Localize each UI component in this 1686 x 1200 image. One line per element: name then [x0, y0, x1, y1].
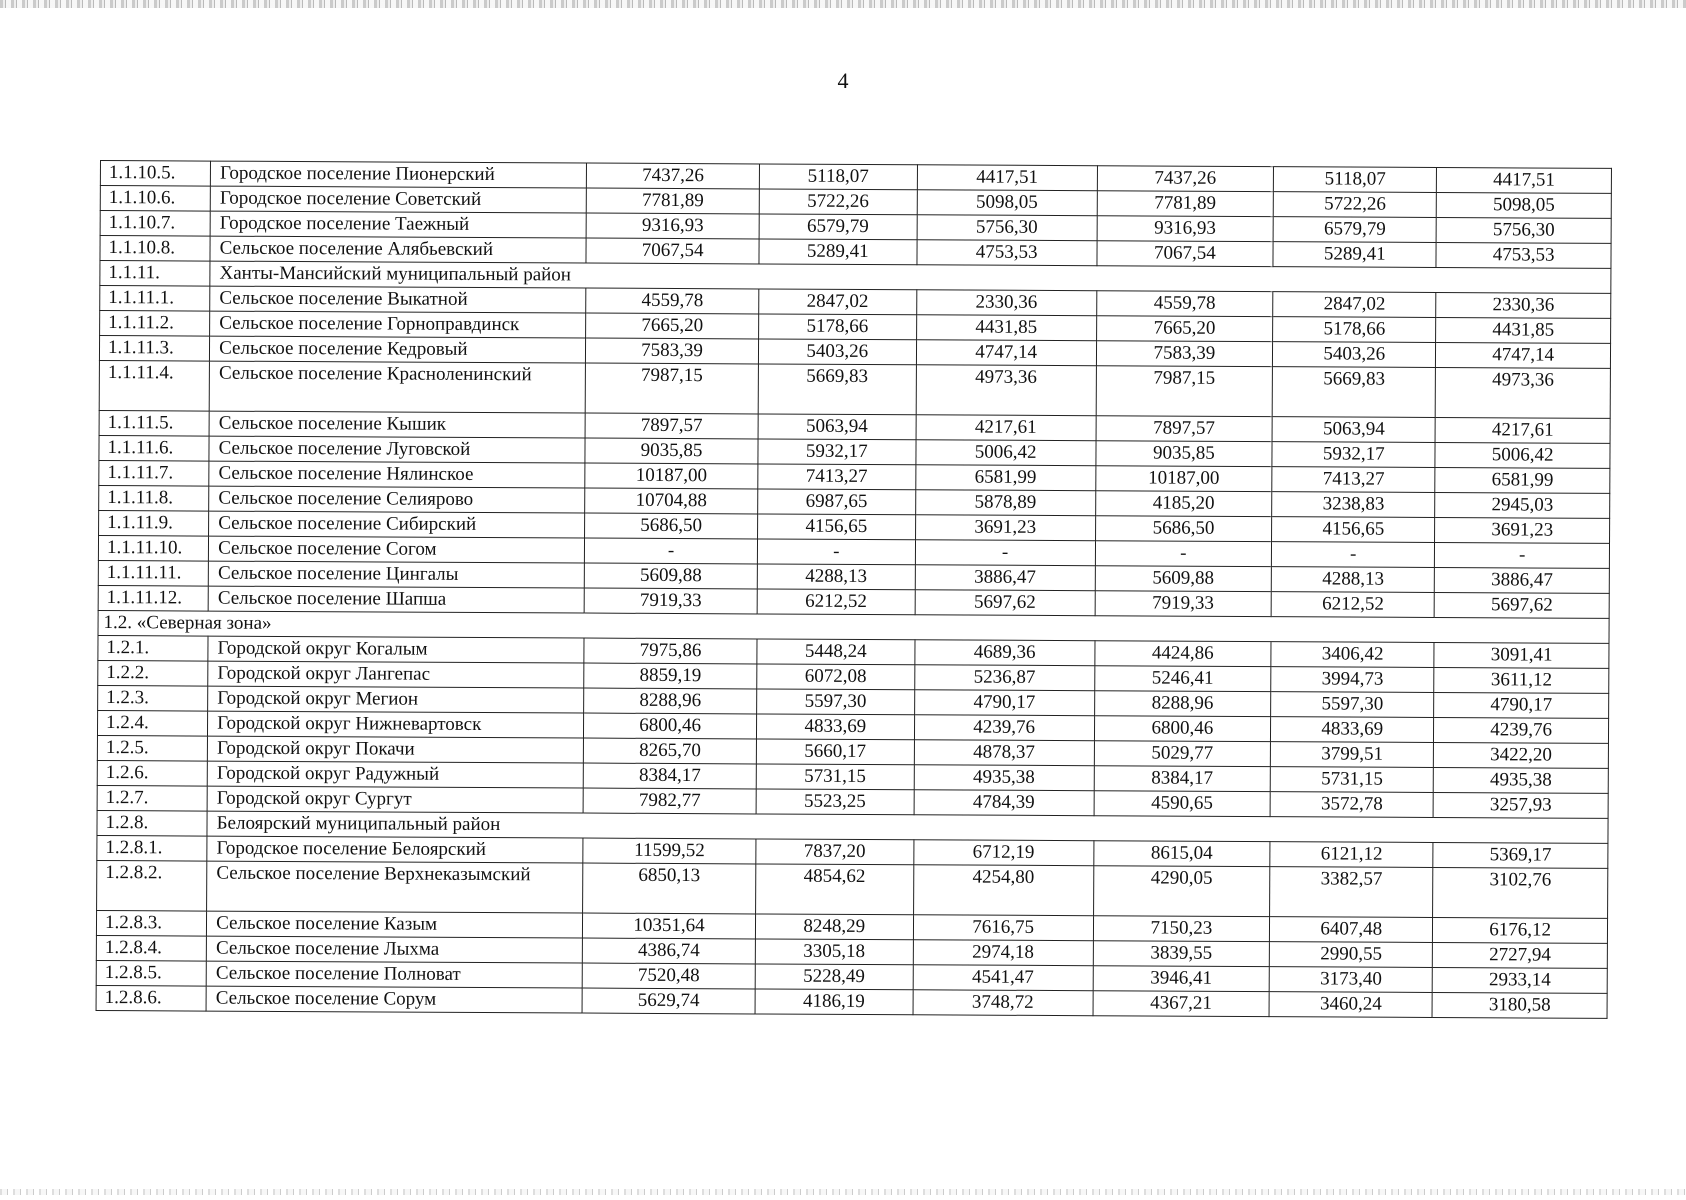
row-code: 1.2.6.: [97, 760, 207, 786]
value-cell: 5756,30: [1436, 217, 1611, 243]
value-cell: 7437,26: [587, 163, 760, 189]
value-cell: 4559,78: [586, 288, 759, 314]
value-cell: 5118,07: [1274, 167, 1437, 193]
value-cell: 2330,36: [916, 290, 1096, 316]
value-cell: 4790,17: [1434, 692, 1609, 718]
value-cell: 5660,17: [756, 739, 914, 765]
page-number: 4: [837, 68, 849, 93]
row-code: 1.1.10.5.: [100, 161, 210, 187]
value-cell: 3173,40: [1269, 967, 1432, 993]
row-code: 1.1.11.12.: [98, 585, 208, 611]
value-cell: 7583,39: [1096, 341, 1273, 367]
value-cell: 5686,50: [1095, 516, 1272, 542]
value-cell: 5448,24: [757, 639, 915, 665]
row-code: 1.1.11.11.: [98, 560, 208, 586]
value-cell: -: [585, 538, 758, 564]
value-cell: 3406,42: [1271, 642, 1434, 668]
value-cell: 5403,26: [1273, 342, 1436, 368]
value-cell: 4833,69: [1271, 717, 1434, 743]
settlement-name: Городской округ Покачи: [207, 736, 583, 763]
value-cell: 7982,77: [583, 788, 756, 814]
value-cell: 4747,14: [1436, 342, 1611, 368]
value-cell: 3691,23: [915, 515, 1095, 541]
value-cell: 5878,89: [915, 490, 1095, 516]
value-cell: 4854,62: [755, 864, 913, 915]
settlement-name: Сельское поселение Луговской: [209, 436, 585, 463]
value-cell: 4590,65: [1094, 791, 1271, 817]
row-code: 1.2.3.: [98, 685, 208, 711]
value-cell: 4753,53: [1436, 242, 1611, 268]
row-code: 1.2.8.2.: [97, 860, 207, 911]
value-cell: 5629,74: [582, 988, 755, 1014]
row-code: 1.1.11.8.: [99, 485, 209, 511]
value-cell: 7067,54: [1097, 241, 1274, 267]
value-cell: 5178,66: [758, 314, 916, 340]
value-cell: 7837,20: [756, 839, 914, 865]
value-cell: 2933,14: [1433, 967, 1608, 993]
value-cell: 3180,58: [1432, 992, 1607, 1018]
tariff-table: [96, 160, 1612, 1019]
value-cell: 8859,19: [584, 663, 757, 689]
value-cell: 8248,29: [755, 914, 913, 940]
value-cell: 4186,19: [755, 989, 913, 1015]
value-cell: 3691,23: [1435, 517, 1610, 543]
value-cell: 5228,49: [755, 964, 913, 990]
settlement-name: Сельское поселение Кышик: [209, 411, 585, 438]
value-cell: 5697,62: [915, 590, 1095, 616]
value-cell: 4784,39: [914, 790, 1094, 816]
value-cell: 7413,27: [758, 464, 916, 490]
settlement-name: Сельское поселение Красноленинский: [209, 361, 585, 413]
row-code: 1.1.11.9.: [99, 510, 209, 536]
settlement-name: Городской округ Сургут: [207, 786, 583, 813]
value-cell: 2727,94: [1433, 942, 1608, 968]
value-cell: 6407,48: [1270, 917, 1433, 943]
value-cell: 2847,02: [759, 289, 917, 315]
value-cell: 4935,38: [1434, 767, 1609, 793]
value-cell: 4156,65: [757, 514, 915, 540]
settlement-name: Городское поселение Советский: [210, 186, 586, 213]
district-heading: Ханты-Мансийский муниципальный район: [210, 261, 1611, 293]
row-code: 1.1.11.10.: [98, 535, 208, 561]
value-cell: 4290,05: [1093, 866, 1270, 917]
settlement-name: Сельское поселение Цингалы: [208, 561, 584, 588]
scan-edge-bottom: [0, 1189, 1686, 1195]
value-cell: 4541,47: [913, 965, 1093, 991]
table-row: [97, 860, 1608, 918]
settlement-name: Сельское поселение Селиярово: [209, 486, 585, 513]
value-cell: 3611,12: [1434, 667, 1609, 693]
value-cell: 3572,78: [1270, 792, 1433, 818]
value-cell: 4417,51: [1437, 167, 1612, 193]
value-cell: 3091,41: [1434, 642, 1609, 668]
settlement-name: Городской округ Лангепас: [208, 661, 584, 688]
value-cell: 7987,15: [586, 363, 759, 414]
value-cell: 5597,30: [756, 689, 914, 715]
value-cell: 5756,30: [917, 215, 1097, 241]
row-code: 1.1.11.: [100, 261, 210, 287]
row-code: 1.1.11.5.: [99, 410, 209, 436]
value-cell: 3460,24: [1269, 992, 1432, 1018]
value-cell: 4753,53: [917, 240, 1097, 266]
settlement-name: Городской округ Мегион: [208, 686, 584, 713]
settlement-name: Городской округ Радужный: [207, 761, 583, 788]
value-cell: 3257,93: [1433, 792, 1608, 818]
value-cell: 3839,55: [1093, 941, 1270, 967]
value-cell: 6212,52: [1271, 592, 1434, 618]
value-cell: 6850,13: [583, 863, 756, 914]
row-code: 1.1.11.7.: [99, 460, 209, 486]
row-code: 1.2.1.: [98, 635, 208, 661]
value-cell: 5118,07: [759, 164, 917, 190]
value-cell: 3748,72: [913, 990, 1093, 1016]
value-cell: 4217,61: [1435, 417, 1610, 443]
row-code: 1.2.4.: [97, 710, 207, 736]
value-cell: 5063,94: [1272, 417, 1435, 443]
row-code: 1.1.11.3.: [99, 336, 209, 362]
value-cell: 7781,89: [587, 188, 760, 214]
value-cell: 7665,20: [586, 313, 759, 339]
value-cell: 3305,18: [755, 939, 913, 965]
value-cell: 4878,37: [914, 740, 1094, 766]
value-cell: 4935,38: [914, 765, 1094, 791]
value-cell: 4689,36: [915, 640, 1095, 666]
value-cell: 3799,51: [1271, 742, 1434, 768]
value-cell: 6579,79: [1273, 217, 1436, 243]
settlement-name: Сельское поселение Кедровый: [210, 336, 586, 363]
value-cell: 7150,23: [1093, 916, 1270, 942]
row-code: 1.2.8.1.: [97, 835, 207, 861]
value-cell: 4417,51: [917, 165, 1097, 191]
value-cell: 5178,66: [1273, 317, 1436, 343]
settlement-name: Сельское поселение Выкатной: [210, 286, 586, 313]
value-cell: 5098,05: [1437, 192, 1612, 218]
value-cell: 10351,64: [583, 913, 756, 939]
value-cell: -: [1095, 541, 1272, 567]
value-cell: 5369,17: [1433, 842, 1608, 868]
value-cell: 4254,80: [913, 865, 1093, 916]
settlement-name: Городское поселение Белоярский: [207, 836, 583, 863]
value-cell: 4386,74: [583, 938, 756, 964]
scan-edge-top: [0, 0, 1686, 8]
row-code: 1.2.8.: [97, 810, 207, 836]
value-cell: 3946,41: [1093, 966, 1270, 992]
value-cell: 5597,30: [1271, 692, 1434, 718]
value-cell: -: [1435, 542, 1610, 568]
row-code: 1.1.11.6.: [99, 435, 209, 461]
settlement-name: Сельское поселение Сорум: [206, 986, 582, 1013]
value-cell: 5098,05: [917, 190, 1097, 216]
value-cell: 5006,42: [1435, 442, 1610, 468]
value-cell: 5722,26: [1273, 192, 1436, 218]
value-cell: 7919,33: [584, 588, 757, 614]
value-cell: 3994,73: [1271, 667, 1434, 693]
value-cell: 7975,86: [584, 638, 757, 664]
value-cell: 10187,00: [585, 463, 758, 489]
row-code: 1.2.8.6.: [96, 985, 206, 1011]
row-code: 1.1.11.4.: [99, 360, 209, 411]
row-code: 1.1.11.1.: [100, 286, 210, 312]
settlement-name: Сельское поселение Нялинское: [209, 461, 585, 488]
value-cell: 3886,47: [1435, 567, 1610, 593]
table-row: [99, 360, 1610, 418]
value-cell: 5697,62: [1434, 592, 1609, 618]
value-cell: 4288,13: [757, 564, 915, 590]
value-cell: 5731,15: [1270, 767, 1433, 793]
value-cell: 5289,41: [759, 239, 917, 265]
settlement-name: Городское поселение Пионерский: [211, 161, 587, 188]
value-cell: 3238,83: [1272, 492, 1435, 518]
value-cell: 3422,20: [1434, 742, 1609, 768]
value-cell: 6987,65: [757, 489, 915, 515]
row-code: 1.2.8.4.: [96, 935, 206, 961]
value-cell: 4973,36: [916, 365, 1096, 416]
value-cell: 4833,69: [756, 714, 914, 740]
value-cell: 3382,57: [1270, 867, 1433, 918]
value-cell: 9035,85: [585, 438, 758, 464]
value-cell: 5722,26: [759, 189, 917, 215]
value-cell: 7067,54: [586, 238, 759, 264]
value-cell: 6581,99: [1435, 467, 1610, 493]
value-cell: 5932,17: [1272, 442, 1435, 468]
value-cell: 5731,15: [756, 764, 914, 790]
value-cell: 7520,48: [582, 963, 755, 989]
value-cell: 2990,55: [1270, 942, 1433, 968]
settlement-name: Сельское поселение Алябьевский: [210, 236, 586, 263]
value-cell: 4559,78: [1096, 291, 1273, 317]
value-cell: 5932,17: [758, 439, 916, 465]
value-cell: 7665,20: [1096, 316, 1273, 342]
value-cell: 7897,57: [1096, 416, 1273, 442]
value-cell: 7437,26: [1097, 166, 1274, 192]
value-cell: 6176,12: [1433, 917, 1608, 943]
settlement-name: Городской округ Нижневартовск: [208, 711, 584, 738]
value-cell: 5246,41: [1094, 666, 1271, 692]
value-cell: 2330,36: [1436, 292, 1611, 318]
value-cell: 5006,42: [916, 440, 1096, 466]
value-cell: 2847,02: [1273, 292, 1436, 318]
settlement-name: Сельское поселение Горноправдинск: [210, 311, 586, 338]
row-code: 1.2.2.: [98, 660, 208, 686]
value-cell: 3102,76: [1433, 867, 1608, 918]
value-cell: -: [915, 540, 1095, 566]
value-cell: 11599,52: [583, 838, 756, 864]
settlement-name: Сельское поселение Полноват: [206, 961, 582, 988]
value-cell: 7413,27: [1272, 467, 1435, 493]
value-cell: -: [1272, 542, 1435, 568]
value-cell: 3886,47: [915, 565, 1095, 591]
value-cell: 8384,17: [584, 763, 757, 789]
value-cell: 8288,96: [584, 688, 757, 714]
value-cell: 8615,04: [1093, 841, 1270, 867]
row-code: 1.1.10.8.: [100, 236, 210, 262]
value-cell: 5289,41: [1273, 242, 1436, 268]
value-cell: 5029,77: [1094, 741, 1271, 767]
value-cell: 4790,17: [914, 690, 1094, 716]
value-cell: 10187,00: [1095, 466, 1272, 492]
settlement-name: Сельское поселение Верхнеказымский: [207, 861, 583, 913]
row-code: 1.1.10.7.: [100, 211, 210, 237]
value-cell: 6072,08: [757, 664, 915, 690]
value-cell: 6800,46: [1094, 716, 1271, 742]
row-code: 1.2.8.3.: [96, 910, 206, 936]
settlement-name: Сельское поселение Казым: [207, 911, 583, 938]
value-cell: 9035,85: [1095, 441, 1272, 467]
value-cell: 5236,87: [915, 665, 1095, 691]
value-cell: 6581,99: [916, 465, 1096, 491]
value-cell: 5669,83: [758, 364, 916, 415]
value-cell: 7583,39: [586, 338, 759, 364]
value-cell: 4367,21: [1093, 991, 1270, 1017]
value-cell: 4747,14: [916, 340, 1096, 366]
value-cell: 4431,85: [1436, 317, 1611, 343]
value-cell: 4239,76: [1434, 717, 1609, 743]
row-code: 1.1.10.6.: [100, 186, 210, 212]
settlement-name: Городское поселение Таежный: [210, 211, 586, 238]
value-cell: 7897,57: [585, 413, 758, 439]
value-cell: 8288,96: [1094, 691, 1271, 717]
value-cell: 5063,94: [758, 414, 916, 440]
value-cell: 4424,86: [1094, 641, 1271, 667]
value-cell: 4217,61: [916, 415, 1096, 441]
section-heading: 1.2. «Северная зона»: [98, 610, 1609, 643]
settlement-name: Сельское поселение Шапша: [208, 586, 584, 613]
value-cell: 5609,88: [585, 563, 758, 589]
value-cell: 8265,70: [584, 738, 757, 764]
value-cell: 4156,65: [1272, 517, 1435, 543]
settlement-name: Сельское поселение Лыхма: [206, 936, 582, 963]
value-cell: 4239,76: [914, 715, 1094, 741]
value-cell: 9316,93: [1097, 216, 1274, 242]
value-cell: 6712,19: [914, 840, 1094, 866]
settlement-name: Сельское поселение Сибирский: [209, 511, 585, 538]
value-cell: 6800,46: [584, 713, 757, 739]
tariff-table-container: [96, 160, 1612, 1019]
value-cell: 2974,18: [913, 940, 1093, 966]
value-cell: 7919,33: [1095, 591, 1272, 617]
row-code: 1.2.7.: [97, 785, 207, 811]
value-cell: 6121,12: [1270, 842, 1433, 868]
row-code: 1.2.5.: [97, 735, 207, 761]
table-body: [96, 161, 1611, 1019]
settlement-name: Городской округ Когалым: [208, 636, 584, 663]
district-heading: Белоярский муниципальный район: [207, 811, 1608, 843]
value-cell: 5523,25: [756, 789, 914, 815]
value-cell: 2945,03: [1435, 492, 1610, 518]
value-cell: 7781,89: [1097, 191, 1274, 217]
value-cell: 6212,52: [757, 589, 915, 615]
value-cell: 5403,26: [758, 339, 916, 365]
value-cell: 4185,20: [1095, 491, 1272, 517]
value-cell: 7616,75: [913, 915, 1093, 941]
value-cell: 10704,88: [585, 488, 758, 514]
value-cell: 7987,15: [1096, 366, 1273, 417]
settlement-name: Сельское поселение Согом: [209, 536, 585, 563]
value-cell: 4431,85: [916, 315, 1096, 341]
value-cell: 6579,79: [759, 214, 917, 240]
value-cell: -: [757, 539, 915, 565]
row-code: 1.2.8.5.: [96, 960, 206, 986]
row-code: 1.1.11.2.: [100, 311, 210, 337]
value-cell: 9316,93: [586, 213, 759, 239]
value-cell: 4973,36: [1436, 367, 1611, 418]
value-cell: 8384,17: [1094, 766, 1271, 792]
value-cell: 5609,88: [1095, 566, 1272, 592]
value-cell: 4288,13: [1271, 567, 1434, 593]
value-cell: 5686,50: [585, 513, 758, 539]
value-cell: 5669,83: [1272, 367, 1435, 418]
